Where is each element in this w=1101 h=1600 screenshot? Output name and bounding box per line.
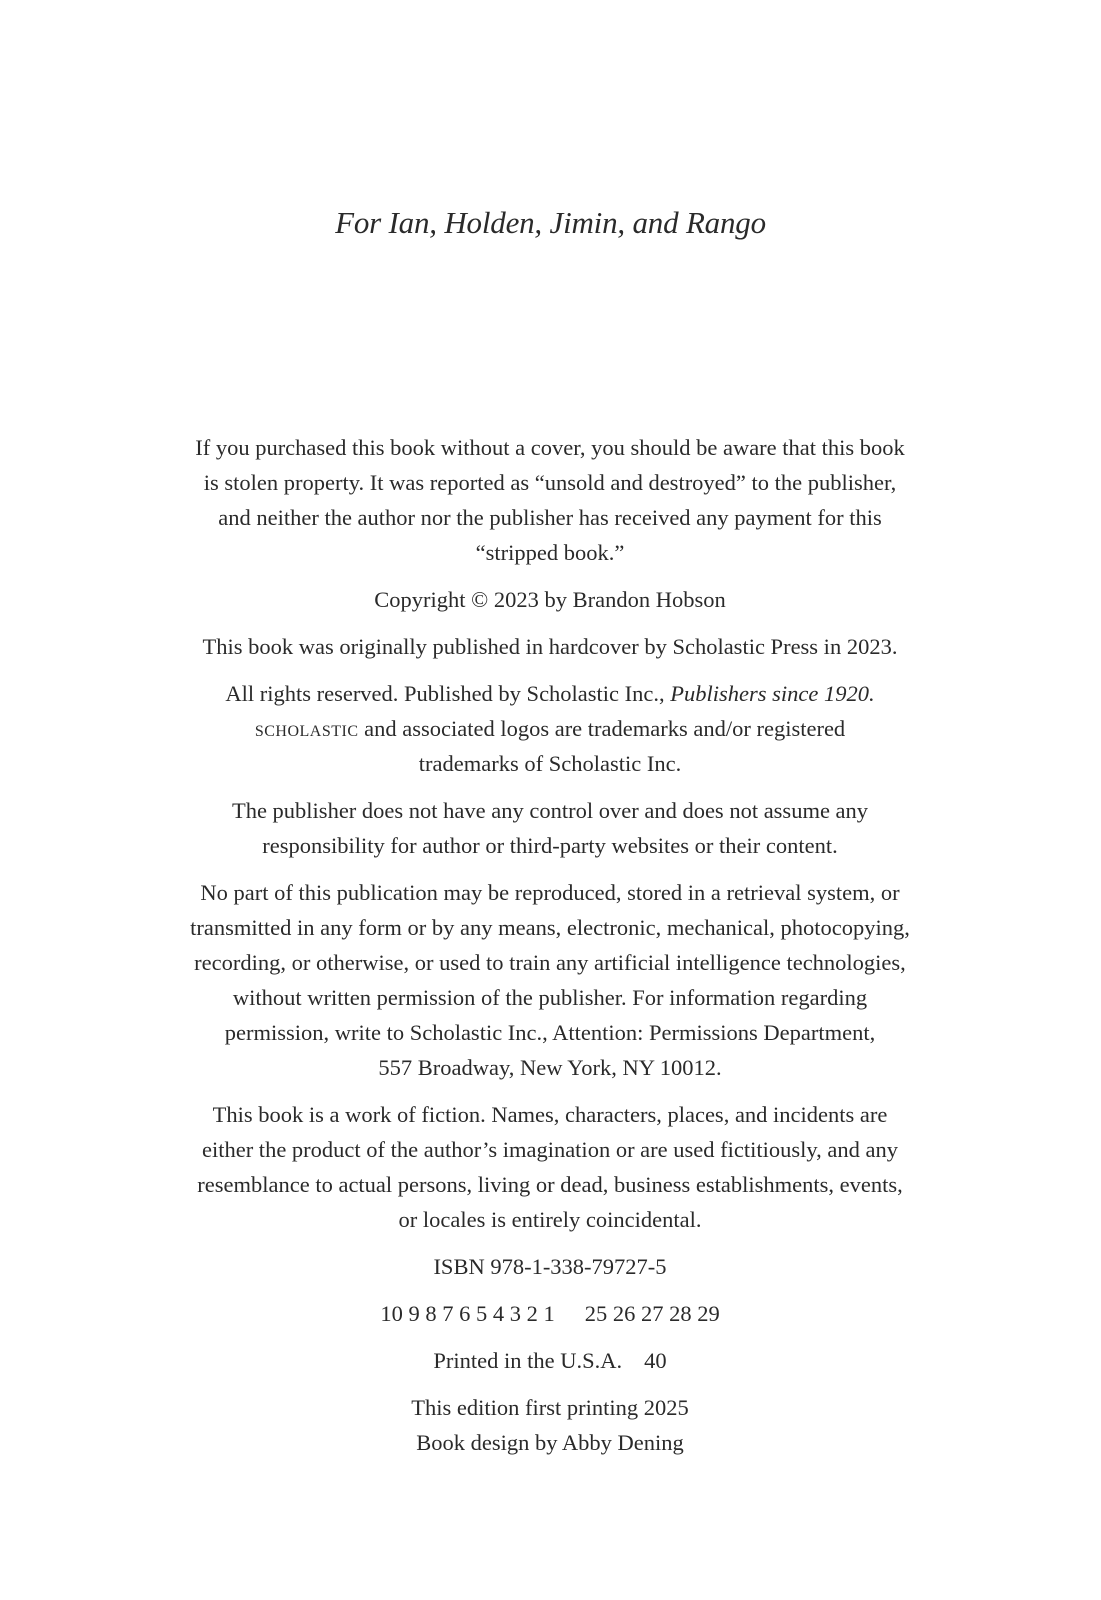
text-line: either the product of the author’s imagination or are used fictitiously, and any (201, 1137, 899, 1162)
text-line: 557 Broadway, New York, NY 10012. (378, 1055, 722, 1080)
copyright-line (150, 582, 950, 617)
printing-numbers-line (150, 1296, 950, 1331)
isbn-text: ISBN 978-1-338-79727-5 (433, 1254, 667, 1279)
reproduction-notice (150, 875, 950, 1085)
printing-sequence: 10 9 8 7 6 5 4 3 2 1 (380, 1301, 555, 1326)
design-credit: Book design by Abby Dening (416, 1430, 684, 1455)
publisher-tagline: Publishers since 1920. (670, 681, 875, 706)
original-publication-text: This book was originally published in hardcover by Scholastic Press in 2023. (202, 634, 898, 659)
text-line: transmitted in any form or by any means, electronic, mechanical, photocopying, (190, 915, 910, 940)
text-line: “stripped book.” (475, 540, 625, 565)
text-line: permission, write to Scholastic Inc., Attention: Permissions Department, (224, 1020, 876, 1045)
printed-in-text: Printed in the U.S.A. (433, 1348, 623, 1373)
rights-line-2 (150, 711, 950, 746)
text-line: resemblance to actual persons, living or dead, business establishments, events, (197, 1172, 903, 1197)
text-line: If you purchased this book without a cover, you should be aware that this book (195, 435, 905, 460)
rights-line-3: trademarks of Scholastic Inc. (418, 751, 682, 776)
text-line: The publisher does not have any control over and does not assume any (231, 798, 869, 823)
rights-line-2-rest: and associated logos are trademarks and/or registered (358, 716, 846, 741)
publisher-disclaimer (150, 793, 950, 863)
text-line: and neither the author nor the publisher has received any payment for this (218, 505, 882, 530)
copyright-block (150, 430, 950, 1472)
text-line: is stolen property. It was reported as “unsold and destroyed” to the publisher, (203, 470, 897, 495)
edition-text: This edition first printing 2025 (411, 1395, 689, 1420)
printed-in-line (150, 1343, 950, 1378)
text-line: or locales is entirely coincidental. (398, 1207, 702, 1232)
edition-info (150, 1390, 950, 1460)
printer-code: 40 (644, 1348, 667, 1373)
copyright-text: Copyright © 2023 by Brandon Hobson (374, 587, 726, 612)
rights-notice (150, 676, 950, 781)
printing-numbers (150, 1296, 950, 1331)
fiction-notice (150, 1097, 950, 1237)
text-line: without written permission of the publisher. For information regarding (232, 985, 868, 1010)
printed-in (150, 1343, 950, 1378)
scholastic-trademark: scholastic (254, 716, 359, 741)
printing-years: 25 26 27 28 29 (584, 1301, 720, 1326)
text-line: This book is a work of fiction. Names, characters, places, and incidents are (212, 1102, 888, 1127)
text-line: recording, or otherwise, or used to train any artificial intelligence technologies, (194, 950, 906, 975)
rights-prefix: All rights reserved. Published by Scholastic Inc., (225, 681, 671, 706)
text-line: responsibility for author or third-party websites or their content. (262, 833, 838, 858)
text-line: No part of this publication may be reproduced, stored in a retrieval system, or (200, 880, 900, 905)
isbn (150, 1249, 950, 1284)
dedication: For Ian, Holden, Jimin, and Rango (335, 205, 766, 240)
stripped-book-notice (150, 430, 950, 570)
rights-line-1 (150, 676, 950, 711)
original-publication (150, 629, 950, 664)
